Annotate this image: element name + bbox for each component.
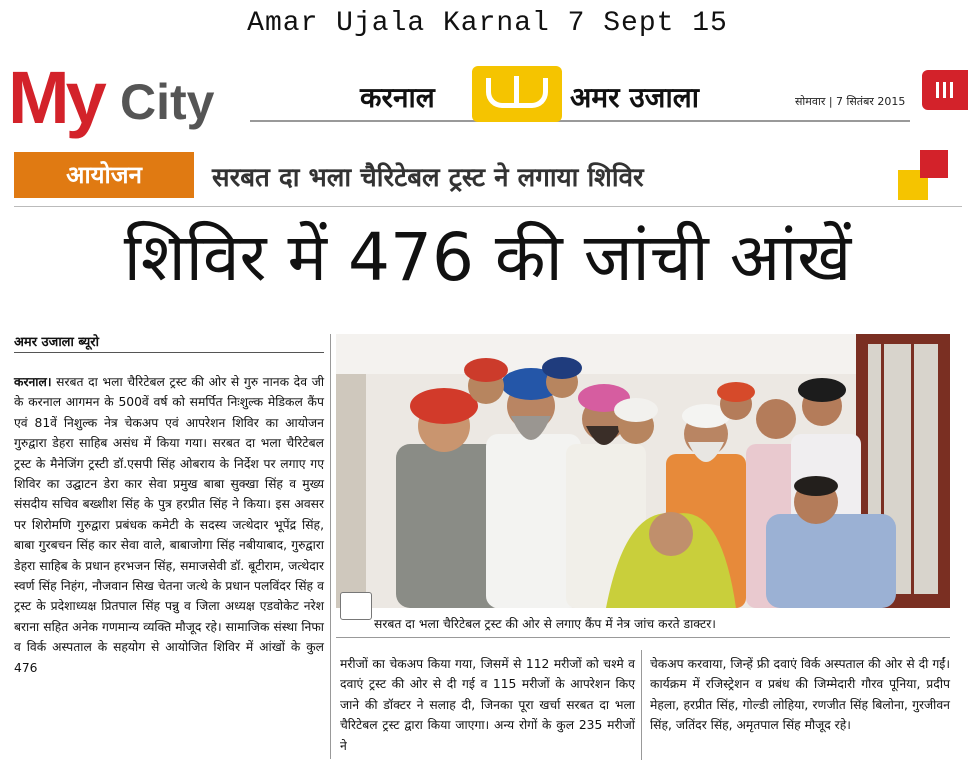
column-divider	[641, 650, 642, 760]
main-headline: शिविर में 476 की जांची आंखें	[123, 219, 852, 296]
masthead-divider	[250, 120, 910, 122]
amar-ujala-logo-icon	[472, 66, 562, 122]
decorative-squares-icon	[898, 150, 954, 202]
edition-city: करनाल	[360, 81, 435, 114]
section-divider	[14, 206, 962, 207]
hamburger-icon	[922, 70, 968, 110]
article-column-2: मरीजों का चेकअप किया गया, जिसमें से 112 मरीजों को चश्मे व दवाएं ट्रस्ट की ओर से दी गई व 115 मरीजों के आपरेशन किए जाने की डॉक्टर ने सलाह दी, जिनका पूरा खर्चा सरबत दा भला चैरिटेबल ट्रस्ट द्वारा किया जाएगा। अन्य रोगों के कुल 235 मरीजों ने	[340, 657, 635, 753]
kicker-headline: सरबत दा भला चैरिटेबल ट्रस्ट ने लगाया शिविर	[212, 163, 644, 193]
logo-my-text: My	[8, 56, 103, 139]
logo-city-text: City	[120, 74, 215, 130]
byline: अमर उजाला ब्यूरो	[14, 335, 99, 350]
issue-date: सोमवार | 7 सितंबर 2015	[795, 95, 906, 108]
photo-caption: सरबत दा भला चैरिटेबल ट्रस्ट की ओर से लगाए कैंप में नेत्र जांच करते डाक्टर।	[336, 610, 950, 638]
news-photo	[336, 334, 950, 608]
byline-divider	[14, 352, 324, 353]
column-divider	[330, 334, 331, 759]
section-tag: आयोजन	[14, 152, 194, 198]
clipping-caption: Amar Ujala Karnal 7 Sept 15	[247, 8, 728, 39]
newspaper-name: अमर उजाला	[570, 81, 699, 114]
article-column-3: चेकअप करवाया, जिन्हें फ्री दवाएं विर्क अस्पताल की ओर से दी गईं। कार्यक्रम में रजिस्ट्रेशन व प्रबंध की जिम्मेदारी गौरव पूनिया, प्रदीप मेहला, हरप्रीत सिंह, गोल्डी लोहिया, रणजीत सिंह बिलोना, गुरजीवन सिंह, जतिंदर सिंह, अमृतपाल सिंह मौजूद रहे।	[650, 657, 950, 733]
article-column-1	[14, 372, 324, 678]
article-column-1-text: सरबत दा भला चैरिटेबल ट्रस्ट की ओर से गुरु नानक देव जी के करनाल आगमन के 500वें वर्ष को समर्पित निःशुल्क मेडिकल कैंप एवं 81वें निशुल्क नेत्र चेकअप एवं आपरेशन शिविर का आयोजन गुरुद्वारा डेहरा साहिब असंध में किया गया। सरबत दा भला चैरिटेबल ट्रस्ट के मैनेजिंग ट्रस्टी डॉ.एसपी सिंह ओबराय के निर्देश पर लगाए गए शिविर का उद्घाटन डेरा कार सेवा प्रमुख बाबा सुक्खा सिंह व मुख्य संसदीय सचिव बख्शीश सिंह के पुत्र हरप्रीत सिंह ने किया। इस अवसर पर शिरोमणि गुरुद्वारा प्रबंधक कमेटी के सदस्य जत्थेदार भूपेंद्र सिंह, बाबा गुरबचन सिंह कार सेवा वाले, बाबाजोगा सिंह नबीयाबाद, गुरुद्वारा डेहरा साहिब के प्रधान हरभजन सिंह, समाजसेवी डॉ. बूटीराम, जत्थेदार स्वर्ण सिंह निहंग, नौजवान सिख चेतना जत्थे के प्रधान पलविंदर सिंह व ट्रस्ट के प्रदेशाध्यक्ष प्रितपाल सिंह पन्नु व जिला अध्यक्ष एडवोकेट नरेश बराना सहित अनेक गणमान्य व्यक्ति मौजूद रहे। सामाजिक संस्था निफा व विर्क अस्पताल के सहयोग से आयोजित शिविर में आंखों के कुल 476	[14, 375, 324, 675]
dateline: करनाल।	[14, 375, 52, 389]
mycity-logo	[8, 58, 243, 148]
